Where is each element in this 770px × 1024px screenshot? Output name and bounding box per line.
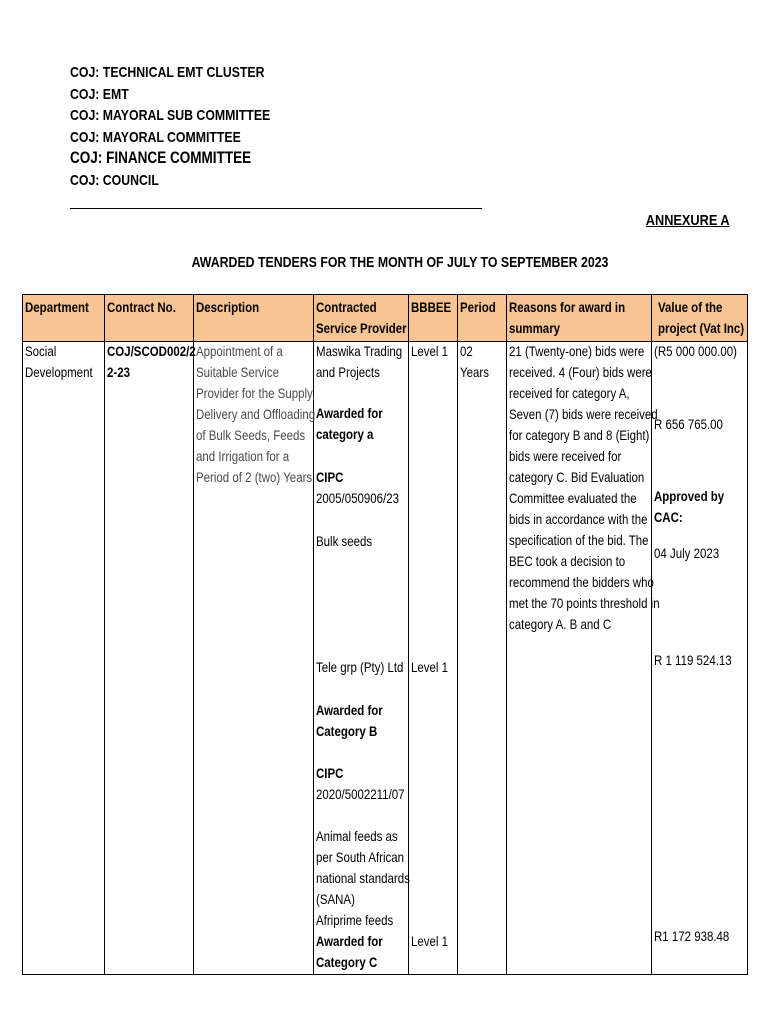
cell-text: 04 July 2023 [654,545,720,561]
column-header-reasons [509,297,651,339]
provider-name [316,341,421,383]
header-text: Reasons for award in [509,299,626,315]
provider-item [316,826,430,910]
cell-text: Social [25,343,57,359]
column-header-bbbee [411,297,460,318]
provider-cipc-label [316,763,349,784]
cell-text: Approved by [654,488,725,504]
cell-text: CIPC [316,469,344,485]
value-provider [654,650,749,671]
provider-cipc-number [316,488,417,509]
cell-text: Category C [316,954,378,970]
cell-text: and Projects [316,364,380,380]
value-provider [654,414,738,435]
cell-text: 2005/050906/23 [316,490,399,506]
addressee-list [70,62,314,191]
addressee-line: COJ: TECHNICAL EMT CLUSTER [70,64,265,81]
cell-text: Level 1 [411,933,449,949]
provider-name [316,910,410,931]
cell-text: bids in accordance with the [509,511,648,527]
cell-text: Level 1 [411,659,449,675]
addressee-line: COJ: EMT [70,85,129,103]
page-title-text: AWARDED TENDERS FOR THE MONTH OF JULY TO SEPTEMBER 2023 [191,255,609,271]
cell-text: R 656 765.00 [654,416,723,432]
cell-text: Years [460,364,489,380]
cell-text: Maswika Trading [316,343,403,359]
cell-text: and Irrigation for a [196,448,290,464]
addressee-line: COJ: MAYORAL COMMITTEE [70,128,241,146]
cell-text: Awarded for [316,702,383,718]
tenders-table [22,294,748,975]
provider-name [316,657,423,678]
value-total [654,341,755,362]
column-header-contract-no [107,297,191,318]
cell-text: 2020/5002211/07 [316,786,405,802]
cell-text: 21 (Twenty-one) bids were [509,343,645,359]
signature-rule [70,208,482,209]
header-text: Service Provider [316,320,407,336]
cell-text: met the 70 points threshold in [509,595,660,611]
provider-cipc-number [316,784,424,805]
cell-text: (R5 000 000.00) [654,343,737,359]
cell-text: Awarded for [316,405,383,421]
cell-text: CAC: [654,509,683,525]
cell-text: Appointment of a [196,343,283,359]
cell-text: Awarded for [316,933,383,949]
cell-text: Animal feeds as [316,828,398,844]
addressee-line: COJ: COUNCIL [70,171,159,189]
cell-text: Development [25,364,93,380]
value-provider [654,926,746,947]
cell-text: Seven (7) bids were received [509,406,658,422]
cell-text: specification of the bid. The [509,532,649,548]
cell-period [460,341,495,383]
cell-text: 2-23 [107,364,130,380]
cell-text: of Bulk Seeds, Feeds [196,427,306,443]
bbbee-level [411,657,456,678]
cell-text: bids were received for [509,448,622,464]
cell-text: BEC took a decision to [509,553,626,569]
header-text: Description [196,299,260,315]
header-text: Value of the [658,299,723,315]
approval-date [654,543,733,564]
approval-label [654,486,740,528]
addressee-line: COJ: FINANCE COMMITTEE [70,149,252,167]
annexure-label: ANNEXURE A [646,212,730,229]
cell-text: Delivery and Offloading [196,406,316,422]
cell-text: category A. B and C [509,616,612,632]
provider-award-category [316,931,397,973]
provider-award-category [316,403,397,445]
page-title [60,255,740,271]
column-header-value [658,297,763,339]
cell-text: Bulk seeds [316,533,373,549]
cell-text: for category B and 8 (Eight) [509,427,650,443]
header-text: BBBEE [411,299,452,315]
cell-department [25,341,108,383]
header-text: project (Vat Inc) [658,320,745,336]
column-header-provider [316,297,427,339]
column-divider [506,295,507,974]
cell-text: COJ/SCOD002/2 [107,343,196,359]
header-text: Period [460,299,496,315]
provider-cipc-label [316,467,349,488]
cell-text: Level 1 [411,343,449,359]
header-text: Department [25,299,89,315]
cell-text: recommend the bidders who [509,574,654,590]
cell-text: (SANA) [316,891,355,907]
column-header-period [460,297,504,318]
addressee-line: COJ: MAYORAL SUB COMMITTEE [70,107,271,124]
column-divider [193,295,194,974]
column-header-description [196,297,273,318]
cell-text: Suitable Service [196,364,279,380]
header-text: summary [509,320,561,336]
header-text: Contract No. [107,299,176,315]
column-divider [457,295,458,974]
column-divider [104,295,105,974]
header-text: Contracted [316,299,377,315]
provider-award-category [316,700,397,742]
cell-text: Period of 2 (two) Years [196,469,313,485]
cell-text: Afriprime feeds [316,912,394,928]
bbbee-level [411,341,456,362]
cell-text: category a [316,426,374,442]
cell-text: Provider for the Supply, [196,385,316,401]
cell-text: Tele grp (Pty) Ltd [316,659,404,675]
cell-text: received. 4 (Four) bids were [509,364,652,380]
provider-item [316,531,384,552]
cell-text: Committee evaluated the [509,490,637,506]
cell-text: national standards [316,870,410,886]
cell-text: CIPC [316,765,344,781]
cell-text: category C. Bid Evaluation [509,469,645,485]
cell-text: received for category A, [509,385,630,401]
cell-text: 02 [460,343,473,359]
cell-text: R1 172 938.48 [654,928,730,944]
cell-text: per South African [316,849,405,865]
cell-text: Category B [316,723,378,739]
cell-text: R 1 119 524.13 [654,652,732,668]
column-header-department [25,297,103,318]
bbbee-level [411,931,456,952]
